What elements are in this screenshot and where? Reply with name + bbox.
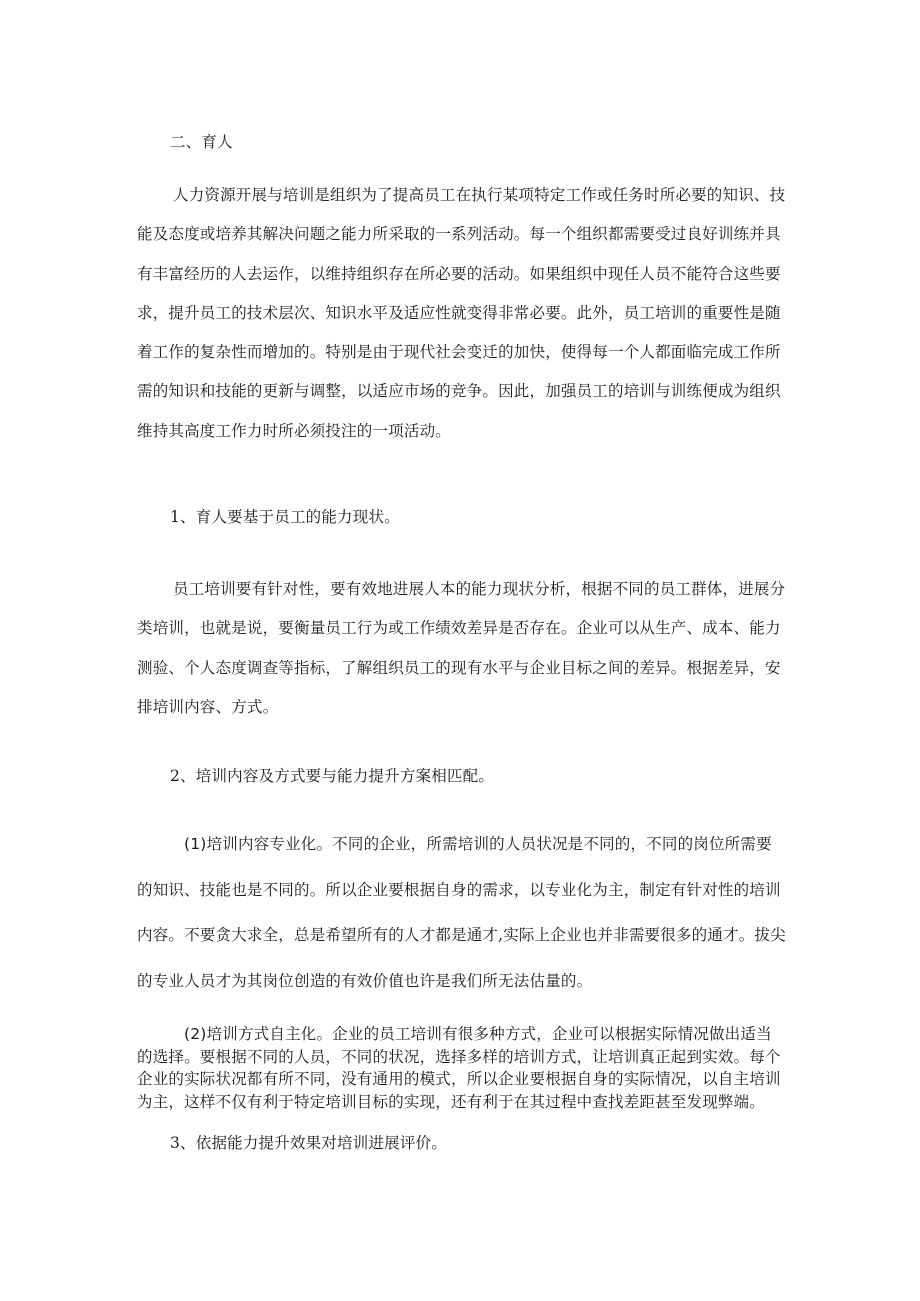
sub-point-2-label: (2) [184, 1025, 207, 1043]
sub-point-2 [137, 1023, 787, 1113]
point-1-heading: 1、育人要基于员工的能力现状。 [170, 508, 400, 526]
sub-point-1-text: 培训内容专业化。不同的企业，所需培训的人员状况是不同的，不同的岗位所需要的知识、技能也是不同的。所以企业要根据自身的需求，以专业化为主，制定有针对性的培训内容。不要贪大求全，总是希望所有的人才都是通才,实际上企业也并非需要很多的通才。拔尖的专业人员才为其岗位创造的有效价值也许是我们所无法估量的。 [137, 835, 786, 990]
point-1-paragraph: 员工培训要有针对性，要有效地进展人本的能力现状分析，根据不同的员工群体，进展分类培训，也就是说，要衡量员工行为或工作绩效差异是否存在。企业可以从生产、成本、能力测验、个人态度调查等指标，了解组织员工的现有水平与企业目标之间的差异。根据差异，安排培训内容、方式。 [137, 580, 786, 716]
sub-point-1 [137, 822, 787, 1004]
sub-point-1-label: (1) [184, 835, 207, 853]
intro-paragraph: 人力资源开展与培训是组织为了提高员工在执行某项特定工作或任务时所必要的知识、技能及态度或培养其解决问题之能力所采取的一系列活动。每一个组织都需要受过良好训练并具有丰富经历的人去运作，以维持组织存在所必要的活动。如果组织中现任人员不能符合这些要求，提升员工的技术层次、知识水平及适应性就变得非常必要。此外，员工培训的重要性是随着工作的复杂性而增加的。特别是由于现代社会变迁的加快，使得每一个人都面临完成工作所需的知识和技能的更新与调整，以适应市场的竞争。因此，加强员工的培训与训练便成为组织维持其高度工作力时所必须投注的一项活动。 [137, 186, 786, 440]
sub-point-2-text: 培训方式自主化。企业的员工培训有很多种方式，企业可以根据实际情况做出适当的选择。要根据不同的人员，不同的状况，选择多样的培训方式，让培训真正起到实效。每个企业的实际状况都有所不同，没有通用的模式，所以企业要根据自身的实际情况，以自主培训为主，这样不仅有利于特定培训目标的实现，还有利于在其过程中查找差距甚至发现弊端。 [137, 1025, 781, 1111]
point-2-heading: 2、培训内容及方式要与能力提升方案相匹配。 [170, 767, 495, 785]
point-3-heading: 3、依据能力提升效果对培训进展评价。 [170, 1134, 447, 1152]
section-title: 二、育人 [170, 133, 233, 151]
